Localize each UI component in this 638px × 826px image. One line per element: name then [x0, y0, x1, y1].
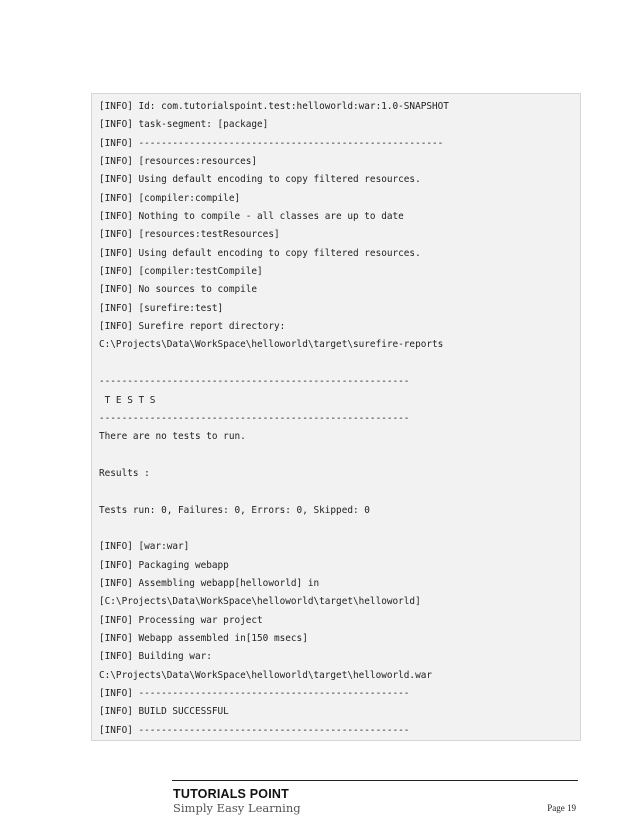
console-line: [INFO] ------------------------------------------------------: [99, 137, 444, 149]
console-line: [INFO] Using default encoding to copy filtered resources.: [99, 174, 421, 186]
console-blank-line: [99, 447, 580, 465]
console-line: [INFO] Building war:: [99, 651, 212, 663]
console-line: [INFO] Surefire report directory:: [99, 321, 286, 333]
console-line: [INFO] task-segment: [package]: [99, 119, 269, 131]
console-line: [INFO] [resources:testResources]: [99, 229, 280, 241]
console-line: C:\Projects\Data\WorkSpace\helloworld\target\helloworld.war: [99, 669, 433, 681]
console-line: [INFO] Assembling webapp[helloworld] in: [99, 577, 320, 589]
footer-brand: TUTORIALS POINT: [173, 787, 289, 801]
console-line: [INFO] [resources:resources]: [99, 156, 258, 168]
console-line: [INFO] Nothing to compile - all classes are up to date: [99, 211, 404, 223]
console-blank-line: [99, 355, 580, 373]
console-line: [INFO] ------------------------------------------------: [99, 688, 410, 699]
console-line: There are no tests to run.: [99, 431, 246, 443]
test-summary-line: Tests run: 0, Failures: 0, Errors: 0, Skipped: 0: [99, 504, 370, 516]
console-line: C:\Projects\Data\WorkSpace\helloworld\target\surefire-reports: [99, 339, 444, 351]
console-line: [INFO] [surefire:test]: [99, 302, 224, 314]
console-line: [INFO] Webapp assembled in[150 msecs]: [99, 632, 308, 644]
console-line: [INFO] ------------------------------------------------: [99, 724, 410, 736]
console-output-box: [91, 93, 581, 741]
page-number: Page 19: [547, 803, 576, 813]
console-blank-line: [99, 520, 580, 538]
console-line: [INFO] [war:war]: [99, 541, 190, 553]
console-line: [INFO] Id: com.tutorialspoint.test:helloworld:war:1.0-SNAPSHOT: [99, 101, 449, 112]
console-blank-line: [99, 483, 580, 501]
console-line: [INFO] Processing war project: [99, 614, 263, 626]
console-line: [INFO] [compiler:compile]: [99, 192, 241, 204]
footer-tagline: Simply Easy Learning: [173, 801, 301, 815]
build-status-line: [INFO] BUILD SUCCESSFUL: [99, 706, 229, 718]
console-separator-line: -------------------------------------------------------: [99, 412, 410, 424]
console-line: [INFO] No sources to compile: [99, 284, 258, 296]
console-line: [INFO] Packaging webapp: [99, 559, 229, 571]
console-line: [C:\Projects\Data\WorkSpace\helloworld\target\helloworld]: [99, 596, 421, 608]
results-heading: Results :: [99, 467, 150, 479]
console-line: [INFO] [compiler:testCompile]: [99, 266, 263, 278]
console-separator-line: -------------------------------------------------------: [99, 376, 410, 388]
tests-heading: T E S T S: [99, 394, 156, 406]
footer-divider: [172, 780, 578, 781]
console-line: [INFO] Using default encoding to copy filtered resources.: [99, 247, 421, 259]
